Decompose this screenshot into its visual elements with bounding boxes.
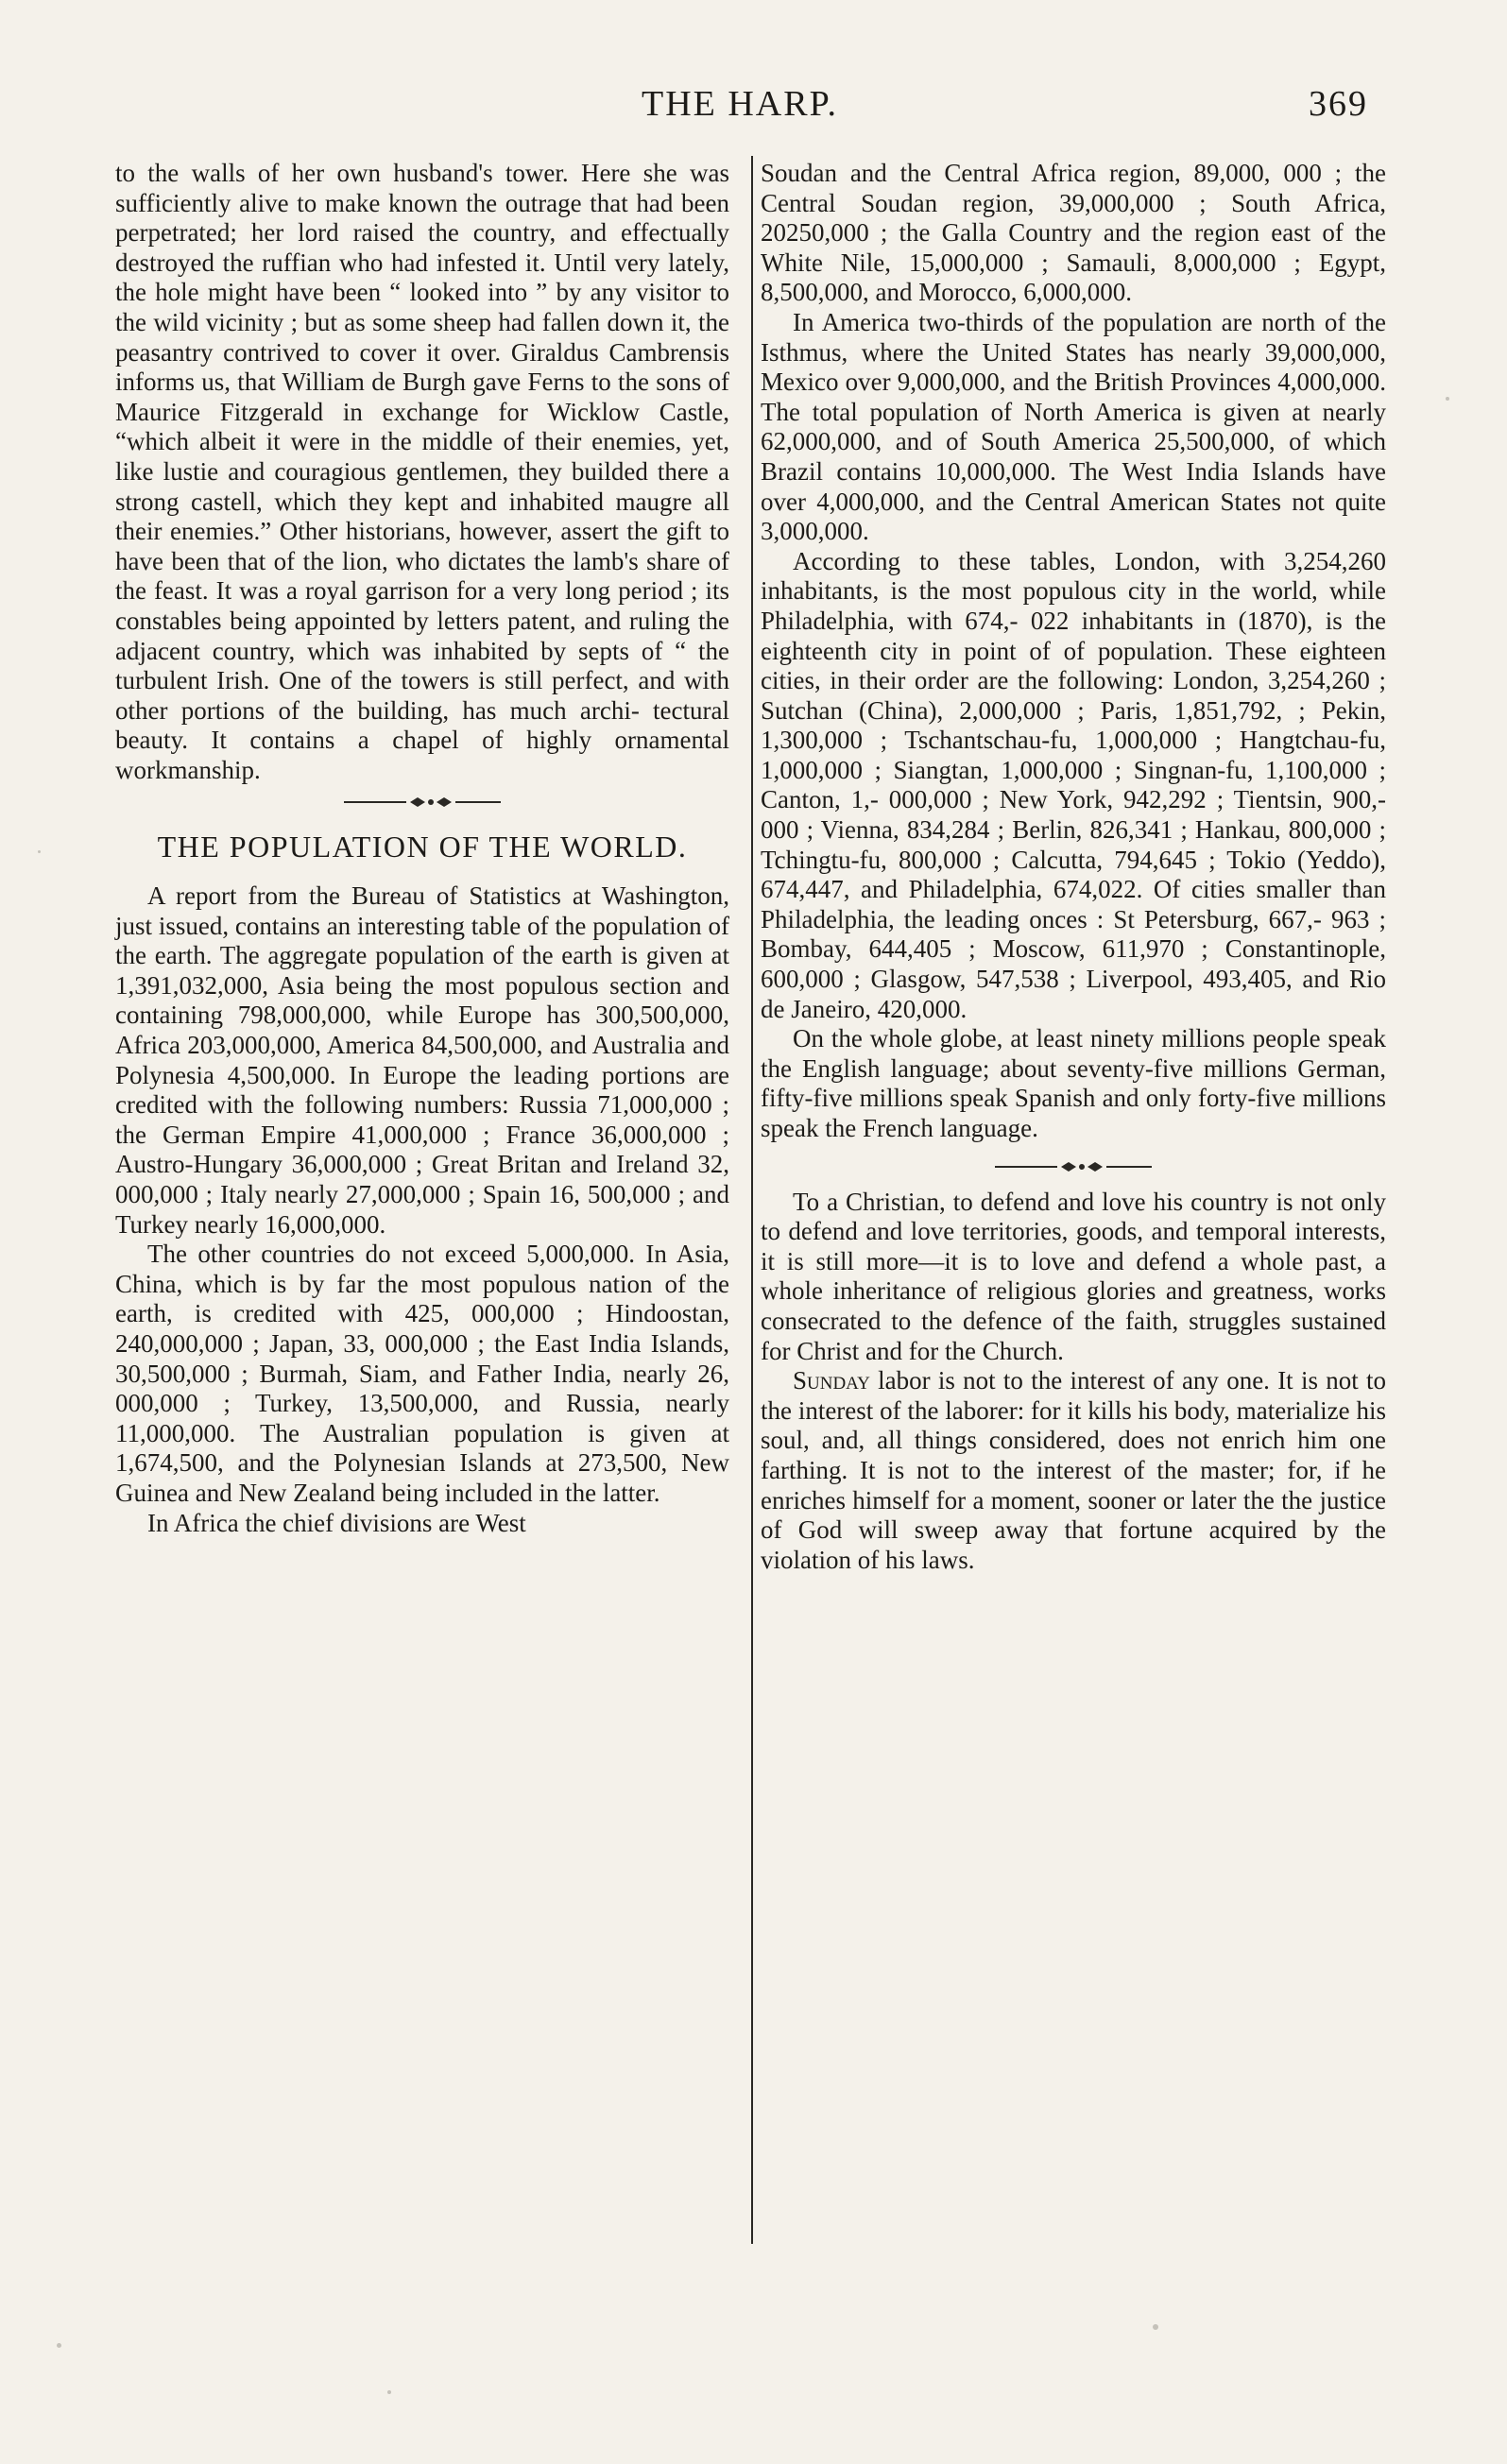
publication-title: THE HARP. <box>641 84 839 124</box>
column-divider <box>751 156 753 2244</box>
sunday-labor-paragraph <box>761 1366 1386 1575</box>
section-title: THE POPULATION OF THE WORLD. <box>157 830 688 864</box>
language-paragraph: On the whole globe, at least ninety millions people speak the English language; about seventy-five millions German, fifty-five millions speak Spanish and only forty-five millions speak the French language. <box>761 1024 1386 1142</box>
population-paragraph: A report from the Bureau of Statistics at Washington, just issued, contains an interesting table of the population of the earth. The aggregate population of the earth is given at 1,391,032,000, Asia being the most populous section and containing 798,000,000, while Europe has 300,500,000, Africa 203,000,000, America 84,500,000, and Australia and Polynesia 4,500,000. In Europe the leading portions are credited with the following numbers: Russia 71,000,000 ; the German Empire 41,000,000 ; France 36,000,000 ; Austro-Hungary 36,000,000 ; Great Britan and Ireland 32, 000,000 ; Italy nearly 27,000,000 ; Spain 16, 500,000 ; and Turkey nearly 16,000,000. <box>115 881 729 1239</box>
paper-speck <box>38 850 41 853</box>
population-paragraph: In Africa the chief divisions are West <box>147 1508 526 1537</box>
christian-paragraph: To a Christian, to defend and love his country is not only to defend and love territories, goods, and temporal interests, it is still more—it is to love and defend a whole past, a whole inheritance of religious glories and greatness, works consecrated to the defence of the faith, struggles sustained for Christ and for the Church. <box>761 1187 1386 1365</box>
castle-history-paragraph: to the walls of her own husband's tower. Here she was sufficiently alive to make known the outrage that had been perpetrated; her lord raised the country, and effectually destroyed the ruffian who had infested it. Until very lately, the hole might have been “ looked into ” by any visitor to the wild vicinity ; but as some sheep had fallen down it, the peasantry contrived to cover it over. Giraldus Cambrensis informs us, that William de Burgh gave Ferns to the sons of Maurice Fitzgerald in exchange for Wicklow Castle, “which albeit it were in the middle of their enemies, yet, like lustie and couragious gentlemen, they builded there a strong castell, which they kept and inhabited maugre all their enemies.” Other historians, however, assert the gift to have been that of the lion, who dictates the lamb's share of the feast. It was a royal garrison for a very long period ; its constables being appointed by letters patent, and ruling the adjacent country, which was inhabited by septs of “ the turbulent Irish. One of the towers is still perfect, and with other portions of the building, has much archi- tectural beauty. It contains a chapel of highly ornamental workmanship. <box>115 159 729 784</box>
paper-speck <box>57 2343 61 2348</box>
sunday-lead-word: Sunday <box>793 1366 870 1395</box>
paper-speck <box>1446 397 1449 401</box>
population-paragraph: According to these tables, London, with 3,254,260 inhabitants, is the most populous city in the world, while Philadelphia, with 674,- 022 inhabitants in (1870), is the eighteenth city in point of of population. These eighteen cities, in their order are the following: London, 3,254,260 ; Sutchan (China), 2,000,000 ; Paris, 1,851,792, ; Pekin, 1,300,000 ; Tschantschau-fu, 1,000,000 ; Hangtchau-fu, 1,000,000 ; Siangtan, 1,000,000 ; Singnan-fu, 1,100,000 ; Canton, 1,- 000,000 ; New York, 942,292 ; Tientsin, 900,- 000 ; Vienna, 834,284 ; Berlin, 826,341 ; Hankau, 800,000 ; Tchingtu-fu, 800,000 ; Calcutta, 794,645 ; Tokio (Yeddo), 674,447, and Philadelphia, 674,022. Of cities smaller than Philadelphia, the leading onces : St Petersburg, 667,- 963 ; Bombay, 644,405 ; Moscow, 611,970 ; Constantinople, 600,000 ; Glasgow, 547,538 ; Liverpool, 493,405, and Rio de Janeiro, 420,000. <box>761 546 1386 1023</box>
section-divider-ornament <box>342 793 503 812</box>
sunday-labor-text: labor is not to the interest of any one. It is not to the interest of the laborer: for it kills his body, materialize his soul, and, all things considered, does not enrich him one farthing. It is not to the interest of the master; for, if he enriches himself for a moment, sooner or later the the justice of God will sweep away that fortune acquired by the violation of his laws. <box>761 1366 1386 1574</box>
population-paragraph: In America two-thirds of the population are north of the Isthmus, where the United States has nearly 39,000,000, Mexico over 9,000,000, and the British Provinces 4,000,000. The total population of North America is given at nearly 62,000,000, and of South America 25,500,000, of which Brazil contains 10,000,000. The West India Islands have over 4,000,000, and the Central American States not quite 3,000,000. <box>761 307 1386 546</box>
section-divider-ornament <box>993 1157 1154 1176</box>
right-column <box>761 159 1386 1575</box>
running-head <box>111 83 1368 140</box>
paper-speck <box>387 2390 391 2394</box>
population-paragraph: Soudan and the Central Africa region, 89,000, 000 ; the Central Soudan region, 39,000,000 ; South Africa, 20250,000 ; the Galla Country and the region east of the White Nile, 15,000,000 ; Samauli, 8,000,000 ; Egypt, 8,500,000, and Morocco, 6,000,000. <box>761 159 1386 307</box>
population-paragraph: The other countries do not exceed 5,000,000. In Asia, China, which is by far the most populous nation of the earth, is credited with 425, 000,000 ; Hindoostan, 240,000,000 ; Japan, 33, 000,000 ; the East India Islands, 30,500,000 ; Burmah, Siam, and Father India, nearly 26, 000,000 ; Turkey, 13,500,000, and Russia, nearly 11,000,000. The Australian population is given at 1,674,500, and the Polynesian Islands at 273,500, New Guinea and New Zealand being included in the latter. <box>115 1240 729 1507</box>
left-column <box>115 159 729 1538</box>
page-number: 369 <box>1309 84 1368 124</box>
paper-speck <box>1153 2324 1158 2330</box>
